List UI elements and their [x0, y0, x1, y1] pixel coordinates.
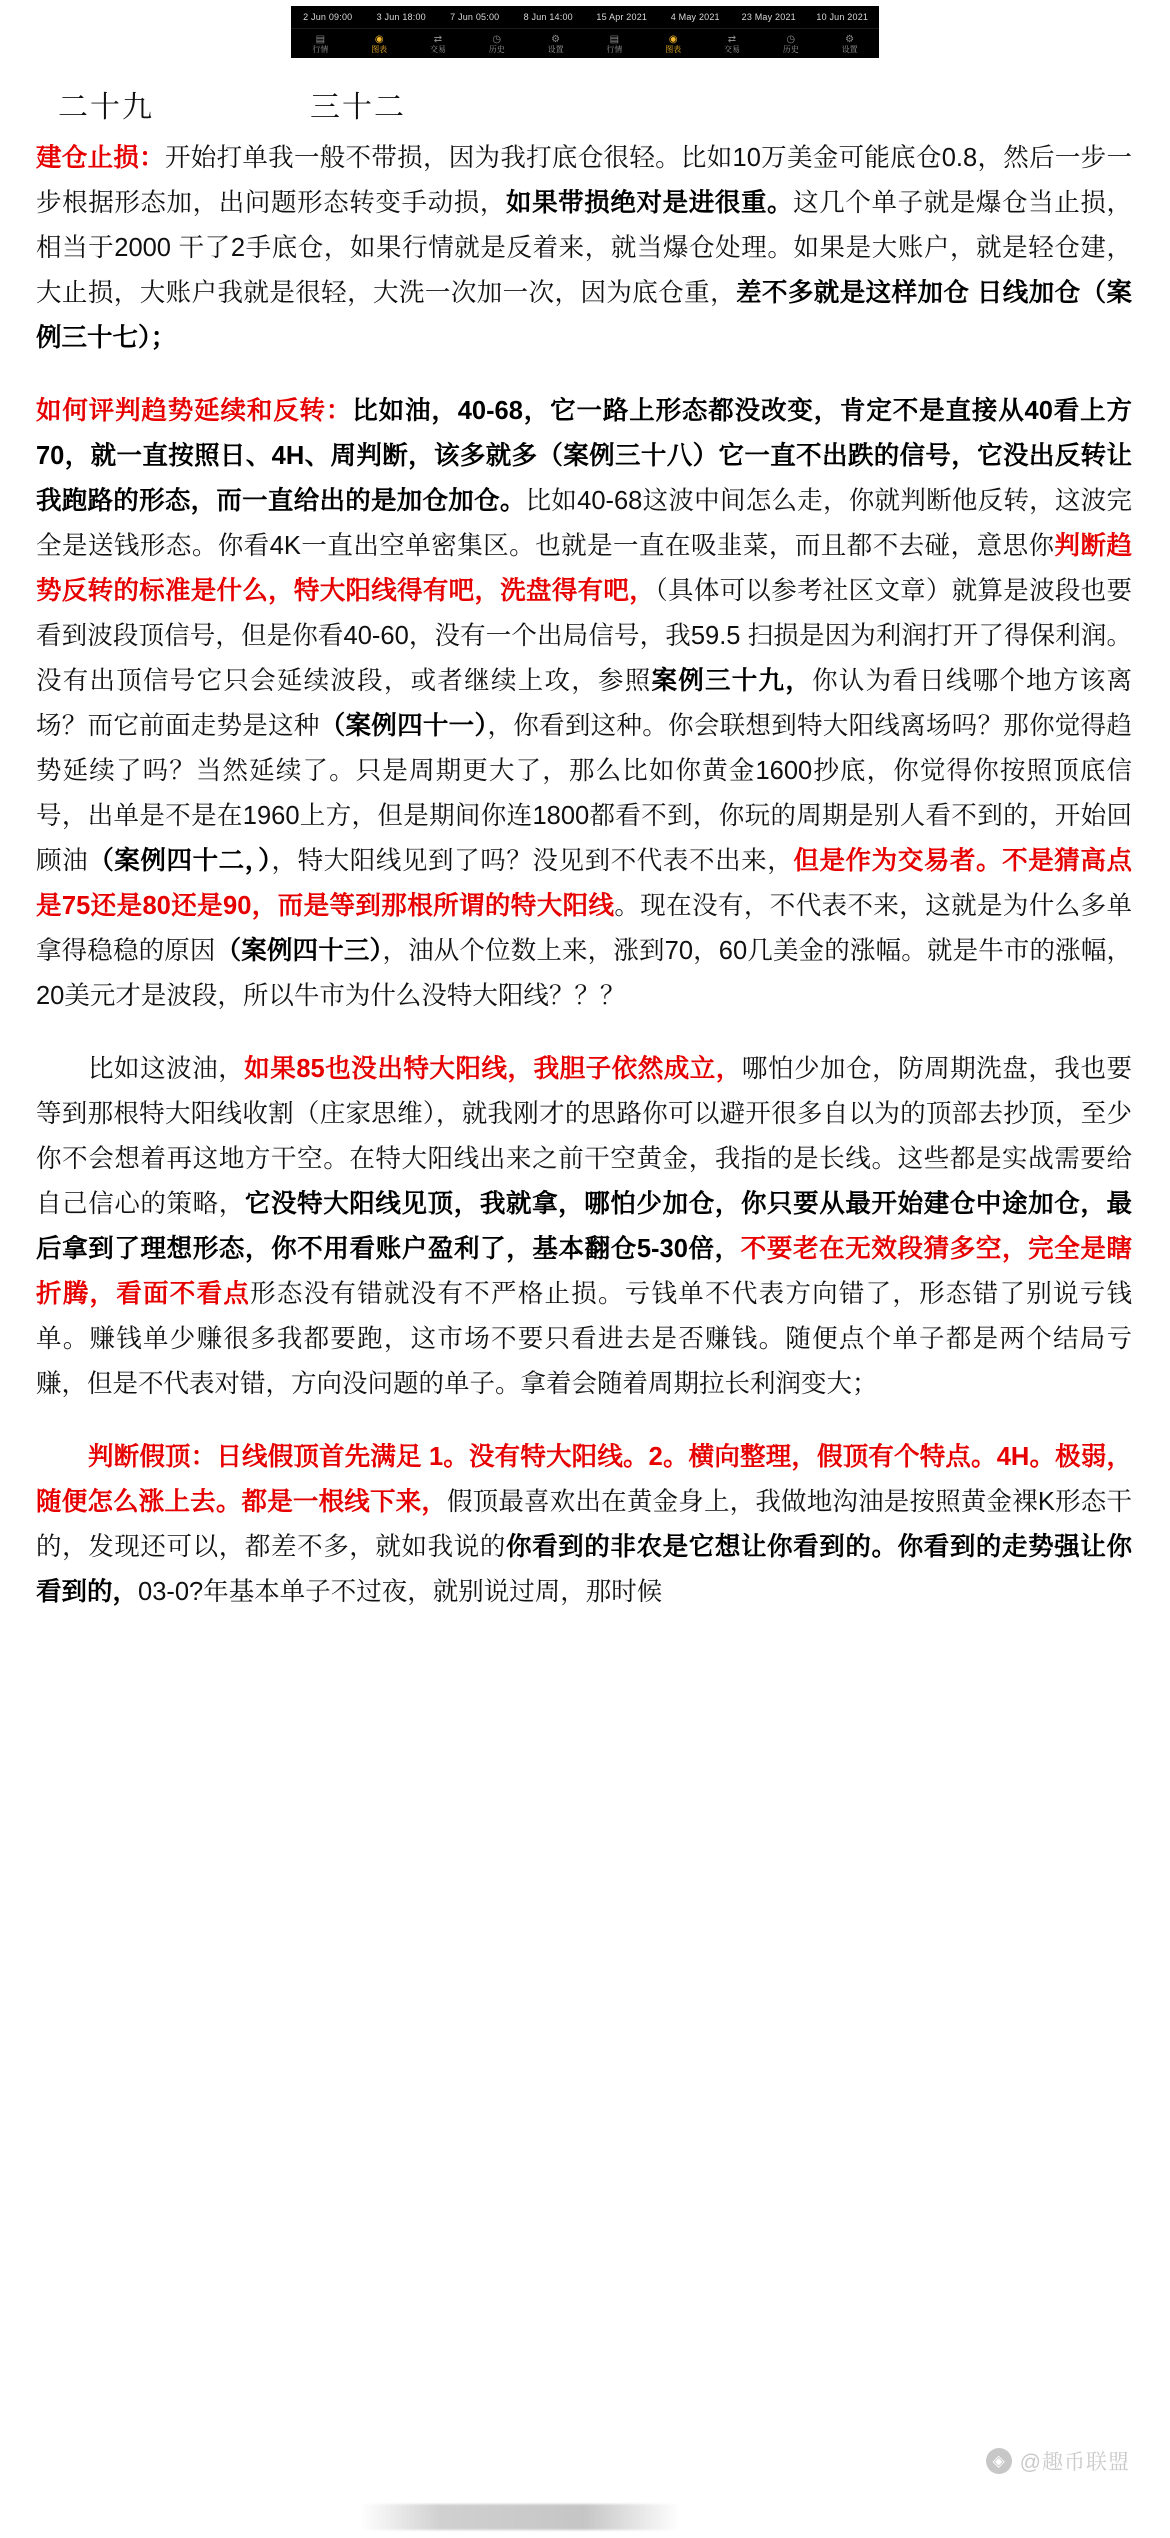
text-run: 开始打单我一般不带损，因为我打底仓很轻。比如10万美金可能底仓0.8，然后一步一步根据形态加，出问题形态转变手动损， — [36, 144, 1132, 217]
tab-quotes-right[interactable] — [585, 34, 644, 55]
text-run-bold: 如果带损绝对是进很重。 — [505, 189, 794, 217]
text-run-bold: 案例三十九， — [651, 667, 813, 695]
text-run-bold: （案例四十二，） — [88, 847, 272, 875]
watermark — [986, 2446, 1130, 2476]
section-heading-position-building: 建仓止损： — [36, 144, 165, 172]
tab-label: 设置 — [547, 44, 564, 54]
text-run-bold: （案例四十三） — [215, 937, 383, 965]
history-icon: ◷ — [492, 33, 502, 45]
text-run-bold: 比如油，40-68，它一路上形态都没改变，肯定不是直接从40看上方70，就一直按照日、4H、周判断，该多就多（案例三十八）它一直不出跌的信号，它没出反转让我跑路的形态，而一直给出的是加仓加仓。 — [36, 397, 1132, 515]
tab-chart-left[interactable] — [350, 34, 409, 55]
tab-trade-left[interactable] — [409, 34, 468, 55]
text-run-highlight: 判断假顶：日线假顶首先满足 1。没有特大阳线。2。横向整理，假顶有个特点。4H。极弱，随便怎么涨上去。都是一根线下来， — [36, 1443, 1132, 1516]
text-run: 这几个单子就是爆仓当止损，相当于2000 干了2手底仓，如果行情就是反着来，就当爆仓处理。如果是大账户，就是轻仓建，大止损，大账户我就是很轻，大洗一次加一次，因为底仓重， — [36, 189, 1132, 307]
text-run: 哪怕少加仓，防周期洗盘，我也要等到那根特大阳线收割（庄家思维），就我刚才的思路你可以避开很多自以为的顶部去抄顶，至少你不会想着再这地方干空。在特大阳线出来之前干空黄金，我指的是长线。这些都是实战需要给自己信心的策略， — [36, 1055, 1132, 1218]
tab-quotes-left[interactable] — [291, 34, 350, 55]
text-run: ，你看到这种。你会联想到特大阳线离场吗？那你觉得趋势延续了吗？当然延续了。只是周期更大了，那么比如你黄金1600抄底，你觉得你按照顶底信号，出单是不是在1960上方，但是期间你连1800都看不到，你玩的周期是别人看不到的，开始回顾油 — [36, 712, 1132, 875]
app-screenshot-strip — [291, 6, 879, 58]
text-run-bold: 它没特大阳线见顶，我就拿，哪怕少加仓，你只要从最开始建仓中途加仓，最后拿到了理想形态，你不用看账户盈利了，基本翻仓5-30倍， — [36, 1190, 1132, 1263]
paragraph-oil-wave — [36, 1047, 1132, 1407]
tab-label: 设置 — [841, 44, 858, 54]
text-run-highlight: 但是作为交易者。不是猜高点是75还是80还是90，而是等到那根所谓的特大阳线 — [36, 847, 1132, 920]
watermark-text: @趣币联盟 — [1019, 2451, 1130, 2474]
timestamp-label: 15 Apr 2021 — [596, 12, 648, 22]
text-run: 。现在没有，不代表不来，这就是为什么多单拿得稳稳的原因 — [36, 892, 1132, 965]
text-run-bold: 差不多就是这样加仓 日线加仓（案例三十七）； — [36, 279, 1132, 352]
text-run-bold: （案例四十一） — [319, 712, 488, 740]
tab-label: 行情 — [312, 44, 329, 54]
text-run-bold: 让你看到的， — [36, 1533, 1132, 1606]
section-heading-trend-judgement: 如何评判趋势延续和反转： — [36, 397, 353, 425]
timestamp-label: 3 Jun 18:00 — [376, 12, 426, 22]
chart-timestamp-row — [291, 6, 879, 28]
tab-settings-right[interactable] — [820, 34, 879, 55]
timestamp-label: 10 Jun 2021 — [816, 12, 869, 22]
settings-icon: ⚙ — [551, 33, 561, 45]
text-run: 比如40-68这波中间怎么走，你就判断他反转，这波完全是送钱形态。你看4K一直出空单密集区。也就是一直在吸韭菜，而且都不去碰，意思你 — [36, 487, 1132, 560]
text-run: ，油从个位数上来，涨到70，60几美金的涨幅。就是牛市的涨幅，20美元才是波段，所以牛市为什么没特大阳线？？？ — [36, 937, 1132, 1010]
text-run-highlight: 不要老在无效段猜多空，完全是瞎折腾，看面不看点 — [36, 1235, 1132, 1308]
text-run: 假顶最喜欢出在黄金身上，我做地沟油是按照黄金裸K形态干的，发现还可以，都差不多，就如我说的 — [36, 1488, 1132, 1561]
tab-trade-right[interactable] — [703, 34, 762, 55]
timestamp-label: 7 Jun 05:00 — [450, 12, 500, 22]
tab-settings-left[interactable] — [526, 34, 585, 55]
document-body — [0, 136, 1170, 1615]
quotes-icon: ▤ — [609, 33, 620, 45]
timestamp-label: 2 Jun 09:00 — [303, 12, 353, 22]
tab-bar-right — [585, 29, 879, 59]
chart-icon: ◉ — [668, 33, 678, 45]
tab-bar-row — [291, 28, 879, 58]
tab-bar-left — [291, 29, 585, 59]
text-run: ，特大阳线见到了吗？没见到不代表不出来， — [271, 847, 794, 875]
tab-label: 历史 — [782, 44, 799, 54]
timestamp-label: 4 May 2021 — [670, 12, 720, 22]
tab-label: 行情 — [606, 44, 623, 54]
text-run: 你认为看日线哪个地方该离场？而它前面走势是这种 — [36, 667, 1132, 740]
page-number-row — [0, 82, 1170, 126]
paragraph-trend-judgement — [36, 389, 1132, 1019]
tab-history-left[interactable] — [467, 34, 526, 55]
tab-label: 交易 — [429, 44, 446, 54]
paragraph-false-top — [36, 1435, 1132, 1615]
chart-icon: ◉ — [374, 33, 384, 45]
text-run: 03-0?年基本单子不过夜，就别说过周，那时候 — [138, 1578, 663, 1606]
page-number-right: 三十二 — [310, 91, 406, 124]
tab-chart-right[interactable] — [644, 34, 703, 55]
shield-icon: ◈ — [986, 2448, 1012, 2474]
text-run-highlight: 如果85也没出特大阳线，我胆子依然成立， — [244, 1055, 742, 1083]
tab-label: 历史 — [488, 44, 505, 54]
quotes-icon: ▤ — [315, 33, 326, 45]
history-icon: ◷ — [786, 33, 796, 45]
trade-icon: ⇄ — [433, 33, 443, 45]
text-run: 形态没有错就没有不严格止损。亏钱单不代表方向错了，形态错了别说亏钱单。赚钱单少赚很多我都要跑，这市场不要只看进去是否赚钱。随便点个单子都是两个结局亏赚，但是不代表对错，方向没问题的单子。拿着会随着周期拉长利润变大； — [36, 1280, 1132, 1398]
trade-icon: ⇄ — [727, 33, 737, 45]
page-number-left: 二十九 — [58, 91, 154, 124]
text-run: 比如这波油， — [88, 1055, 245, 1083]
tab-label: 图表 — [665, 44, 682, 54]
tab-label: 图表 — [371, 44, 388, 54]
text-run: （具体可以参考社区文章）就算是波段也要看到波段顶信号，但是你看40-60，没有一个出局信号，我59.5 扫损是因为利润打开了得保利润。没有出顶信号它只会延续波段，或者继续上攻，参照 — [36, 577, 1132, 695]
scan-smudge — [360, 2504, 680, 2530]
timestamp-label: 8 Jun 14:00 — [523, 12, 573, 22]
paragraph-position-building — [36, 136, 1132, 361]
text-run-bold: 你看到的非农是它想让你看到的。你看到的走势强 — [505, 1533, 1081, 1561]
tab-label: 交易 — [723, 44, 740, 54]
settings-icon: ⚙ — [845, 33, 855, 45]
text-run-highlight: 判断趋势反转的标准是什么，特大阳线得有吧，洗盘得有吧， — [36, 532, 1132, 605]
timestamp-label: 23 May 2021 — [741, 12, 796, 22]
tab-history-right[interactable] — [761, 34, 820, 55]
